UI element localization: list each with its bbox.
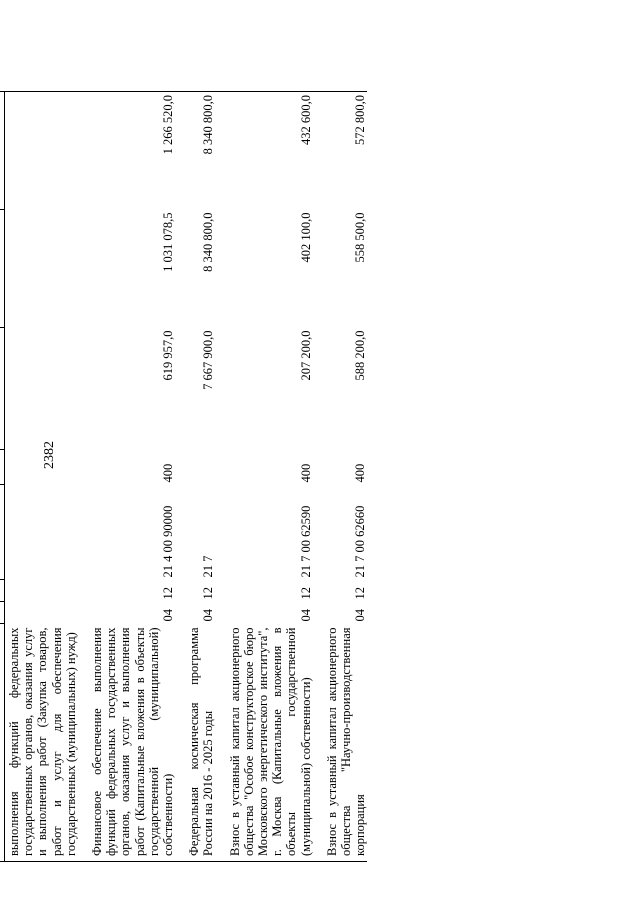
row-csr: 21 7: [201, 555, 216, 578]
row-2019: 558 500,0: [353, 212, 368, 263]
row-vr: 400: [353, 463, 368, 483]
row-2018: 588 200,0: [353, 330, 368, 381]
row-name: Взнос в уставный капитал акционерного общества "Научно-производственная корпорация: [323, 624, 368, 862]
row-pr: [5, 580, 89, 602]
row-name: Взнос в уставный капитал акционерного общества "Особое конструкторское бюро Московского энергетического института", г. Москва (Капитальные вложения в объекты государственной (муниципальной) собственности): [226, 624, 323, 862]
row-2018: 619 957,0: [161, 330, 176, 381]
row-2019: 8 340 800,0: [201, 212, 216, 272]
row-2020: 572 800,0: [323, 92, 368, 210]
row-vr: [5, 450, 89, 485]
row-name: выполнения функций федеральных государственных органов, оказания услуг и выполнения работ (Закупка товаров, работ и услуг для обеспечения государственных (муниципальных) нужд): [5, 624, 89, 862]
row-rz: [5, 602, 89, 624]
row-2020: 432 600,0: [226, 92, 323, 210]
row-pr: 12: [298, 587, 313, 600]
row-csr: 21 4 00 90000: [161, 505, 176, 578]
row-name: Федеральная космическая программа России на 2016 - 2025 годы: [185, 624, 225, 862]
row-rz: 04: [201, 609, 216, 622]
row-vr: 400: [161, 463, 176, 483]
row-2019: [5, 210, 89, 328]
row-2018: [5, 328, 89, 450]
row-2020: 8 340 800,0: [185, 92, 225, 210]
table-row: [226, 92, 323, 862]
row-csr: 21 7 00 62660: [353, 505, 368, 578]
row-2020: 1 266 520,0: [88, 92, 185, 210]
row-2020: [5, 92, 89, 210]
row-pr: 12: [201, 587, 216, 600]
budget-table: [0, 91, 367, 862]
row-rz: 04: [353, 609, 368, 622]
page-number: 2382: [42, 441, 57, 469]
row-2019: 1 031 078,5: [161, 212, 176, 272]
row-2019: 402 100,0: [298, 212, 313, 263]
budget-table-container: [0, 92, 505, 862]
row-rz: 04: [161, 609, 176, 622]
row-csr: [5, 485, 89, 580]
row-vr: 400: [298, 463, 313, 483]
table-row: [185, 92, 225, 862]
table-row: [323, 92, 368, 862]
table-row: [5, 92, 89, 862]
row-csr: 21 7 00 62590: [298, 505, 313, 578]
row-pr: 12: [161, 587, 176, 600]
row-2018: 7 667 900,0: [201, 330, 216, 390]
row-vr: [185, 450, 225, 485]
table-row: [88, 92, 185, 862]
row-name: Финансовое обеспечение выполнения функций федеральных государственных органов, оказания услуг и выполнения работ (Капитальные вложения в объекты государственной (муниципальной) собственности): [88, 624, 185, 862]
row-rz: 04: [298, 609, 313, 622]
row-2018: 207 200,0: [298, 330, 313, 381]
row-pr: 12: [353, 587, 368, 600]
